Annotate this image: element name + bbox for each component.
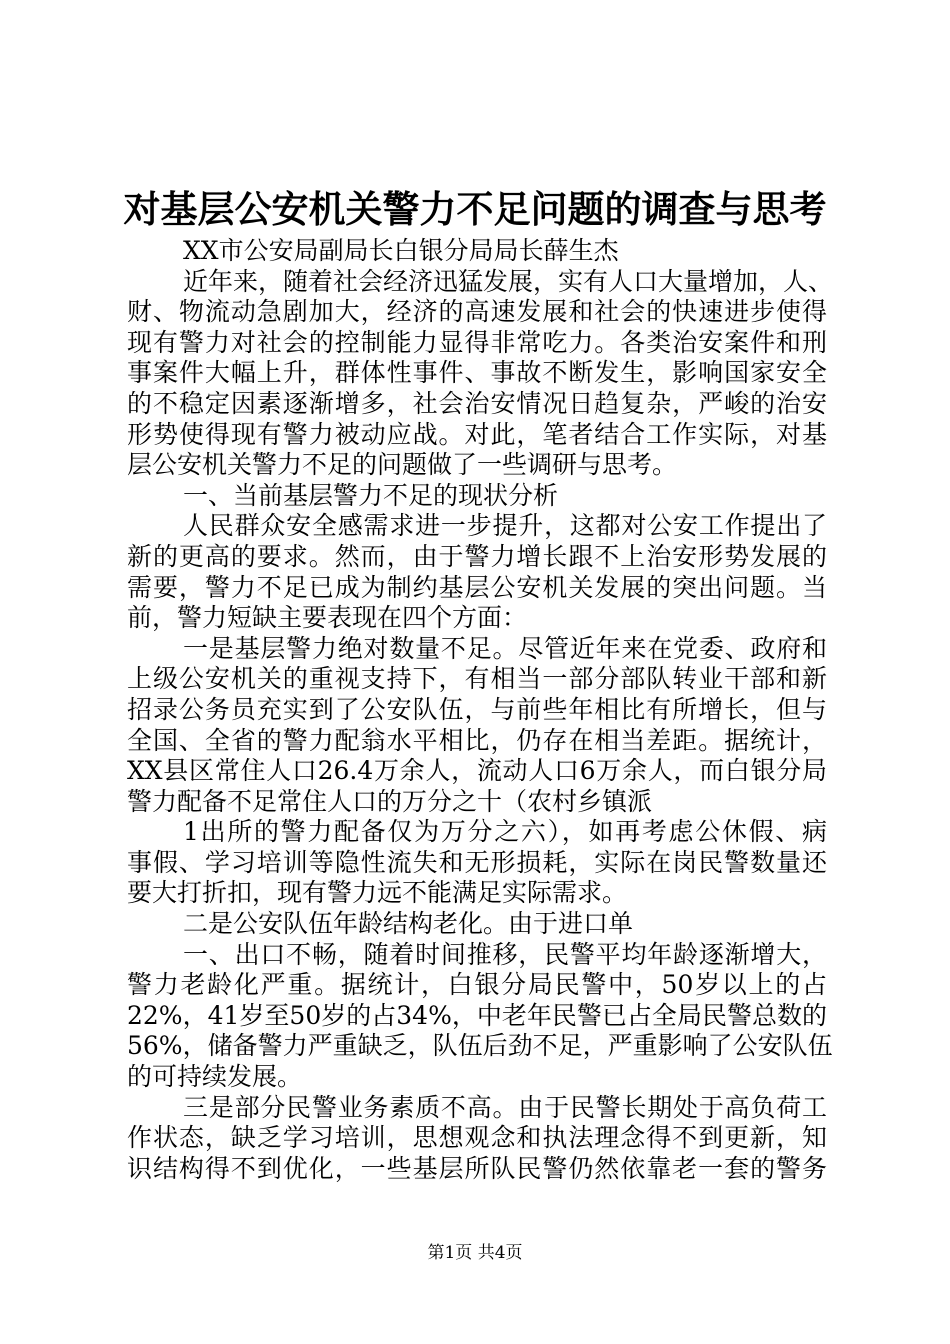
document-body — [127, 236, 834, 1184]
text-line: 三是部分民警业务素质不高。由于民警长期处于高负荷工 — [183, 1092, 827, 1122]
page-footer: 第1页 共4页 — [427, 1243, 523, 1263]
text-line: 二是公安队伍年龄结构老化。由于进口单 — [183, 909, 634, 939]
text-line: 现有警力对社会的控制能力显得非常吃力。各类治安案件和刑 — [127, 327, 827, 357]
text-line: 财、物流动急剧加大，经济的高速发展和社会的快速进步使得 — [127, 297, 827, 327]
text-line: 的可持续发展。 — [127, 1062, 303, 1092]
text-line: 事假、学习培训等隐性流失和无形损耗，实际在岗民警数量还 — [127, 847, 827, 877]
text-line: 新的更高的要求。然而，由于警力增长跟不上治安形势发展的 — [127, 541, 827, 571]
text-line: XX县区常住人口26.4万余人，流动人口6万余人，而白银分局 — [127, 756, 827, 786]
text-line: 作状态，缺乏学习培训，思想观念和执法理念得不到更新，知 — [127, 1123, 827, 1153]
text-line: 层公安机关警力不足的问题做了一些调研与思考。 — [127, 450, 678, 480]
text-line: 一、出口不畅，随着时间推移，民警平均年龄逐渐增大， — [183, 939, 827, 969]
text-line: 前，警力短缺主要表现在四个方面： — [127, 603, 528, 633]
text-line: 警力配备不足常住人口的万分之十（农村乡镇派 — [127, 786, 653, 816]
document-title: 对基层公安机关警力不足问题的调查与思考 — [123, 187, 827, 231]
text-line: 警力老龄化严重。据统计，白银分局民警中，50岁以上的占 — [127, 970, 827, 1000]
text-line: 需要，警力不足已成为制约基层公安机关发展的突出问题。当 — [127, 572, 827, 602]
text-line: 招录公务员充实到了公安队伍，与前些年相比有所增长，但与 — [127, 694, 827, 724]
text-line: 一、当前基层警力不足的现状分析 — [183, 480, 559, 510]
text-line: 1出所的警力配备仅为万分之六），如再考虑公休假、病 — [183, 817, 827, 847]
text-line: 近年来，随着社会经济迅猛发展，实有人口大量增加，人、 — [183, 266, 834, 296]
text-line: 人民群众安全感需求进一步提升，这都对公安工作提出了 — [183, 511, 827, 541]
text-line: 识结构得不到优化，一些基层所队民警仍然依靠老一套的警务 — [127, 1153, 827, 1183]
text-line: 的不稳定因素逐渐增多，社会治安情况日趋复杂，严峻的治安 — [127, 388, 827, 418]
text-line: 全国、全省的警力配翁水平相比，仍存在相当差距。据统计， — [127, 725, 827, 755]
text-line: 上级公安机关的重视支持下，有相当一部分部队转业干部和新 — [127, 664, 827, 694]
text-line: 要大打折扣，现有警力远不能满足实际需求。 — [127, 878, 628, 908]
text-line: 事案件大幅上升，群体性事件、事故不断发生，影响国家安全 — [127, 358, 827, 388]
text-line: 56%，储备警力严重缺乏，队伍后劲不足，严重影响了公安队伍 — [127, 1031, 833, 1061]
text-line: 形势使得现有警力被动应战。对此，笔者结合工作实际，对基 — [127, 419, 827, 449]
text-line: XX市公安局副局长白银分局局长薛生杰 — [183, 236, 619, 265]
text-line: 一是基层警力绝对数量不足。尽管近年来在党委、政府和 — [183, 633, 827, 663]
text-line: 22%，41岁至50岁的占34%，中老年民警已占全局民警总数的 — [127, 1000, 827, 1030]
